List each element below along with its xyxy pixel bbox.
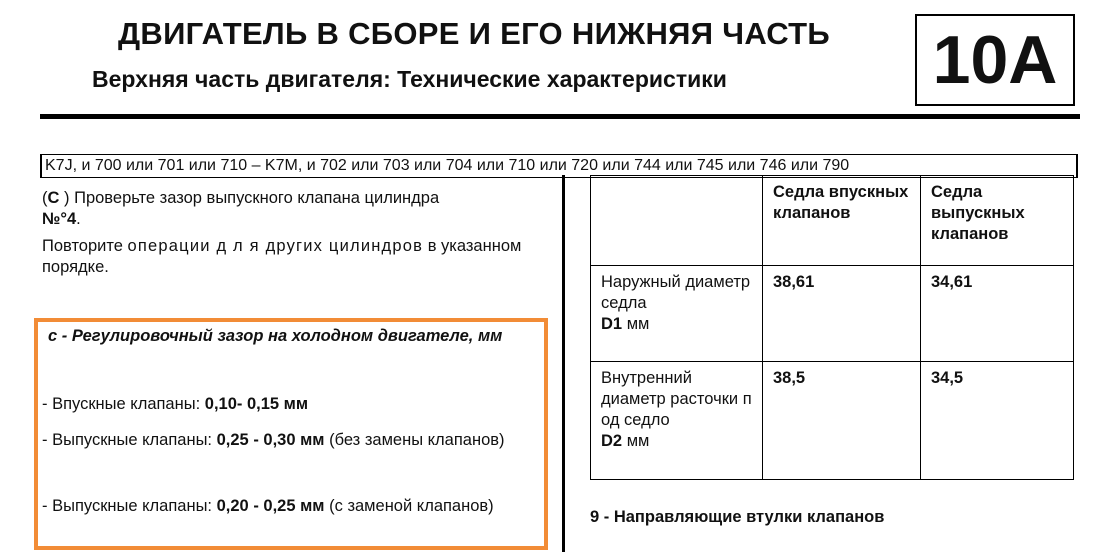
row-unit: мм: [626, 315, 650, 333]
exhaust-value: 34,61: [921, 266, 1074, 362]
row-label-cell: [591, 266, 763, 362]
header-rule: [40, 114, 1080, 119]
page-subtitle: Верхняя часть двигателя: Технические характеристики: [92, 66, 727, 92]
row-label-cell: [591, 362, 763, 480]
repeat-text-b: операции д л я других цилиндров: [127, 237, 424, 255]
row-label: Наружный диаметр седла: [601, 273, 751, 312]
item-suffix: (с заменой клапанов): [329, 497, 494, 515]
item-label: - Выпускные клапаны:: [42, 497, 213, 515]
item-label: - Выпускные клапаны:: [42, 431, 213, 449]
step-text: Проверьте зазор выпускного клапана цилиндра: [74, 189, 440, 207]
repeat-text-a: Повторите: [42, 237, 123, 255]
item-label: - Впускные клапаны:: [42, 395, 201, 413]
row-label: Внутренний диаметр расточки п од седло: [601, 369, 752, 429]
table-row: [591, 362, 1074, 480]
clearance-callout: [34, 318, 548, 550]
repeat-paragraph: [42, 236, 542, 278]
engine-applicability: K7J, и 700 или 701 или 710 – K7M, и 702 или 703 или 704 или 710 или 720 или 744 или 745 или 746 или 790: [40, 154, 1078, 178]
section-code-badge: 10A: [915, 14, 1075, 106]
clearance-item-exhaust-replace: [42, 496, 538, 517]
step-cylinder: №°4: [42, 210, 77, 228]
clearance-item-inlet: [42, 394, 538, 415]
clearance-item-exhaust-no-replace: [42, 430, 538, 451]
section-9-heading: 9 - Направляющие втулки клапанов: [590, 508, 885, 526]
repeat-text-c: в указанном порядке.: [42, 237, 522, 276]
row-code: D1: [601, 315, 623, 333]
inlet-value: 38,5: [763, 362, 921, 480]
row-code: D2: [601, 432, 623, 450]
item-value: 0,20 - 0,25 мм: [216, 497, 325, 515]
step-c-paragraph: (C ) Проверьте зазор выпускного клапана цилиндра №°4.: [42, 189, 440, 228]
column-divider: [562, 175, 565, 552]
exhaust-value: 34,5: [921, 362, 1074, 480]
item-suffix: (без замены клапанов): [329, 431, 505, 449]
table-header-row: [591, 176, 1074, 266]
table-row: [591, 266, 1074, 362]
row-unit: мм: [626, 432, 650, 450]
item-value: 0,25 - 0,30 мм: [216, 431, 325, 449]
inlet-value: 38,61: [763, 266, 921, 362]
callout-heading: с - Регулировочный зазор на холодном двигателе, мм: [48, 327, 503, 345]
table-header-cell: Седла впускных клапанов: [763, 176, 921, 266]
valve-seat-table: [590, 175, 1074, 480]
page-title: ДВИГАТЕЛЬ В СБОРЕ И ЕГО НИЖНЯЯ ЧАСТЬ: [118, 16, 830, 51]
item-value: 0,10- 0,15 мм: [204, 395, 309, 413]
step-letter: C: [47, 189, 60, 207]
table-header-cell: [591, 176, 763, 266]
table-header-cell: Седла выпускных клапанов: [921, 176, 1074, 266]
left-column: [42, 188, 542, 276]
